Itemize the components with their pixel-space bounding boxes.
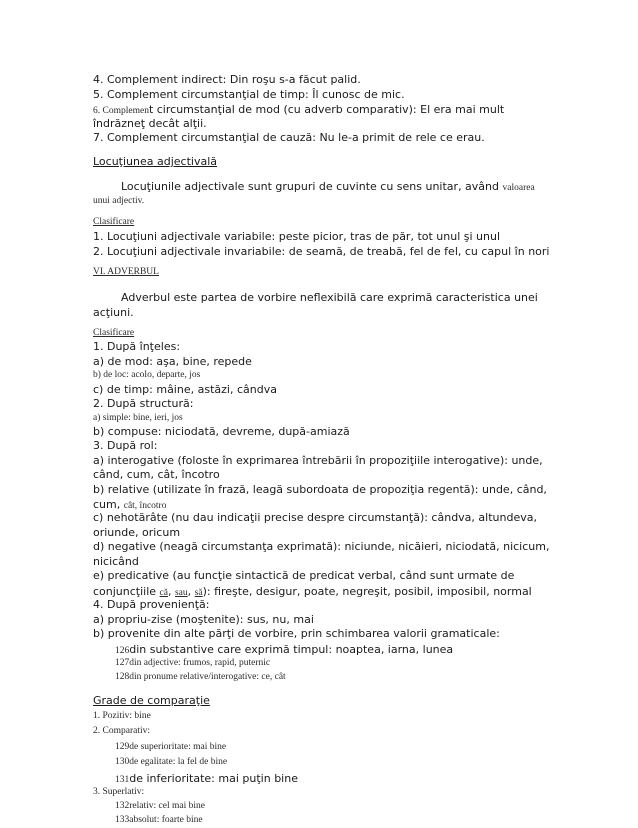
list-item: 1. Locuţiuni adjectivale variabile: peste picior, tras de păr, tot unul şi unul bbox=[93, 230, 501, 243]
list-item: a) propriu-zise (moştenite): sus, nu, mai bbox=[93, 613, 314, 626]
paragraph-line: unui adjectiv. bbox=[93, 196, 145, 206]
list-item: a) de mod: aşa, bine, repede bbox=[93, 355, 252, 368]
list-item: nicicând bbox=[93, 555, 139, 568]
list-item: 128din pronume relative/interogative: ce, cât bbox=[115, 672, 286, 682]
list-item: b) compuse: niciodată, devreme, după-amiază bbox=[93, 425, 350, 438]
list-item: oriunde, oricum bbox=[93, 526, 181, 539]
text-fragment: sau bbox=[174, 588, 188, 598]
list-item: 130de egalitate: la fel de bine bbox=[115, 757, 228, 767]
text-fragment: cum, bbox=[93, 498, 124, 511]
list-item: b) relative (utilizate în frază, leagă subordoata de propoziţia regentă): unde, când, bbox=[93, 483, 547, 496]
list-item: când, cum, cât, încotro bbox=[93, 468, 220, 481]
list-item: b) provenite din alte părţi de vorbire, prin schimbarea valorii gramaticale: bbox=[93, 627, 500, 640]
text-fragment: cât, încotro bbox=[123, 501, 167, 511]
list-item: 2. Locuţiuni adjectivale invariabile: de seamă, de treabă, fel de fel, cu capul în nori bbox=[93, 245, 550, 258]
text-fragment: de inferioritate: mai puţin bine bbox=[129, 772, 298, 785]
list-item: 4. După provenienţă: bbox=[93, 598, 210, 611]
list-item: a) interogative (foloste în exprimarea întrebării în propoziţiile interogative): unde, bbox=[93, 454, 543, 467]
list-item: 127din adjective: frumos, rapid, puternic bbox=[115, 658, 271, 668]
classification-heading: Clasificare bbox=[93, 217, 135, 227]
text-line: îndrăzneţ decât alţii. bbox=[93, 117, 207, 130]
list-item: 129de superioritate: mai bine bbox=[115, 742, 227, 752]
text-fragment: valoarea bbox=[502, 183, 535, 193]
list-item: 2. După structură: bbox=[93, 397, 194, 410]
text-fragment: t circumstanţial de mod (cu adverb comparativ): El era mai mult bbox=[148, 103, 505, 116]
section-heading: Grade de comparaţie bbox=[93, 694, 210, 707]
list-item: 2. Comparativ: bbox=[93, 726, 150, 736]
text-fragment: , bbox=[187, 585, 195, 598]
text-fragment: 131 bbox=[115, 775, 130, 785]
list-item: 133absolut: foarte bine bbox=[115, 815, 203, 825]
text-fragment: , bbox=[167, 585, 175, 598]
text-fragment: 6. Complemen bbox=[93, 106, 149, 116]
paragraph-line bbox=[121, 178, 535, 196]
text-fragment: să bbox=[194, 588, 203, 598]
text-fragment: Locuţiunile adjectivale sunt grupuri de cuvinte cu sens unitar, având bbox=[121, 180, 503, 193]
list-item: 132relativ: cel mai bine bbox=[115, 801, 205, 811]
list-item: c) nehotărâte (nu dau indicaţii precise despre circumstanţă): cândva, altundeva, bbox=[93, 511, 537, 524]
text-fragment: că bbox=[159, 588, 168, 598]
list-item: c) de timp: mâine, astăzi, cândva bbox=[93, 383, 277, 396]
text-fragment: ): fireşte, desigur, poate, negreşit, posibil, imposibil, normal bbox=[202, 585, 532, 598]
list-item: a) simple: bine, ieri, jos bbox=[93, 413, 183, 423]
list-item: 1. După înţeles: bbox=[93, 340, 181, 353]
paragraph-line: Adverbul este partea de vorbire neflexibilă care exprimă caracteristica unei bbox=[121, 291, 538, 304]
list-item: e) predicative (au funcţie sintactică de predicat verbal, când sunt urmate de bbox=[93, 569, 515, 582]
text-line: 5. Complement circumstanţial de timp: Îl cunosc de mic. bbox=[93, 88, 405, 101]
list-item: 3. Superlativ: bbox=[93, 787, 145, 797]
paragraph-line: acţiuni. bbox=[93, 306, 134, 319]
list-item: d) negative (neagă circumstanţa exprimată): niciunde, nicăieri, niciodată, nicicum, bbox=[93, 540, 550, 553]
section-heading: Locuţiunea adjectivală bbox=[93, 155, 218, 168]
list-item: b) de loc: acolo, departe, jos bbox=[93, 370, 201, 380]
list-item: 1. Pozitiv: bine bbox=[93, 711, 151, 721]
text-fragment: din substantive care exprimă timpul: noaptea, iarna, lunea bbox=[129, 643, 454, 656]
text-line: 7. Complement circumstanţial de cauză: Nu le-a primit de rele ce erau. bbox=[93, 131, 485, 144]
text-fragment: 126 bbox=[115, 646, 130, 656]
text-line: 4. Complement indirect: Din roşu s-a făcut palid. bbox=[93, 73, 361, 86]
classification-heading: Clasificare bbox=[93, 328, 135, 338]
text-fragment: conjuncţiile bbox=[93, 585, 160, 598]
section-heading: VI. ADVERBUL bbox=[93, 267, 159, 277]
list-item: 3. După rol: bbox=[93, 439, 158, 452]
